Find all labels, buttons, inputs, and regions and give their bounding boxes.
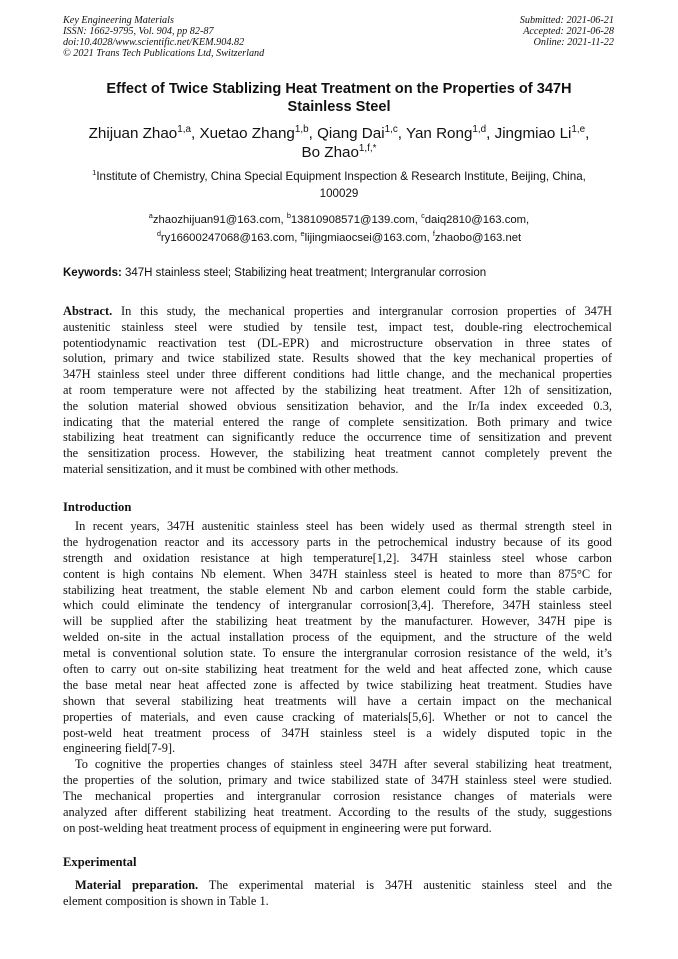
separator: , — [191, 125, 200, 142]
material-preparation — [63, 878, 612, 910]
author-name: Qiang Dai — [317, 125, 385, 142]
text-line — [63, 367, 612, 383]
text-line — [63, 646, 612, 662]
text-line — [63, 710, 612, 726]
text-line — [63, 551, 612, 567]
affiliation-sup: 1 — [92, 168, 97, 178]
email-link[interactable]: 13810908571@139.com, — [290, 214, 422, 226]
separator: , — [308, 125, 318, 142]
author-sup: 1,f,* — [358, 142, 377, 154]
author-sup: 1,d — [472, 123, 487, 135]
line-text: 347H stainless steel under three different conditions had little change, and the mechanical properties — [63, 367, 612, 382]
text-line — [63, 741, 612, 757]
line-text: austenitic stainless steel were studied by tensile test, impact test, double-ring electrochemical — [63, 319, 612, 334]
abstract — [63, 304, 612, 478]
line-text: solution, primary and twice stabilized state. Results showed that the key mechanical properties of — [63, 351, 612, 366]
text-line — [63, 399, 612, 415]
text-line — [63, 383, 612, 399]
author-sup: 1,b — [294, 123, 309, 135]
experimental-heading: Experimental — [63, 855, 137, 869]
line-text: properties of materials, and even cause cracking of materials[5,6]. Whether or not to cancel the — [63, 709, 612, 724]
doi: doi:10.4028/www.scientific.net/KEM.904.82 — [63, 37, 245, 48]
line-text: stabilizing heat treatment can significantly reduce the occurrence time of sensitization and prevent — [63, 430, 612, 445]
keywords-label: Keywords: — [63, 267, 122, 279]
issn-info: ISSN: 1662-9795, Vol. 904, pp 82-87 — [63, 26, 214, 37]
text-line — [63, 757, 612, 773]
line-text: the properties of the solution, primary and twice stabilized state of 347H stainless steel were studied. — [63, 773, 612, 788]
email-link[interactable]: daiq2810@163.com, — [424, 214, 530, 226]
author-name: Zhijuan Zhao — [88, 125, 178, 142]
introduction-heading: Introduction — [63, 500, 132, 514]
author-line — [40, 124, 638, 143]
text-line — [63, 519, 612, 535]
line-text: analyzed after different stabilizing heat treatment. According to the results of the study, suggestions — [63, 805, 612, 820]
text-line — [63, 726, 612, 742]
line-text: strength and oxidation resistance at high temperature[1,2]. 347H stainless steel whose carbon — [63, 550, 612, 565]
text-line — [63, 878, 612, 894]
text-line — [63, 567, 612, 583]
line-text: the sensitization process. However, the stabilizing heat treatment cannot completely prevent the — [63, 446, 612, 461]
line-text: at room temperature were not affected by the stabilizing heat treatment. After 12h of sensitization, — [63, 382, 612, 397]
line-text: shown that several stabilizing heat treatments will have a certain impact on the mechanical — [63, 693, 612, 708]
journal-info — [63, 15, 264, 59]
line-text: stabilizing heat treatment, the stable element Nb and carbon element could form the stable carbide, — [63, 582, 612, 597]
author-name: Xuetao Zhang — [199, 125, 295, 142]
text-line — [63, 598, 612, 614]
author-name: Yan Rong — [405, 125, 473, 142]
text-line — [63, 630, 612, 646]
email-sup: f — [432, 229, 435, 239]
email-link[interactable]: zhaobo@163.net — [434, 232, 522, 244]
author-sup: 1,e — [571, 123, 586, 135]
dates-info — [520, 15, 614, 48]
online-date: Online: 2021-11-22 — [533, 37, 614, 48]
line-text: metal is conventional solution state. To ensure the intergranular corrosion resistance of the weld, it’s — [63, 646, 612, 661]
text-line — [63, 351, 612, 367]
text-line — [63, 535, 612, 551]
title-line: Stainless Steel — [287, 99, 391, 115]
separator: , — [486, 125, 495, 142]
line-text: welded on-site in the actual installation process of the equipment, and the structure of the weld — [63, 630, 612, 645]
paragraph-label: Material preparation. — [75, 878, 199, 892]
line-text: the base metal near heat affected zone is affected by twice stabilizing heat treatment. Studies have — [63, 677, 612, 692]
separator: , — [585, 125, 590, 142]
author-list — [40, 124, 638, 162]
journal-name: Key Engineering Materials — [63, 15, 174, 26]
text-line — [63, 678, 612, 694]
submitted-date: Submitted: 2021-06-21 — [519, 15, 614, 26]
email-sup: a — [148, 211, 153, 221]
paper-title — [40, 80, 638, 116]
line-text: In this study, the mechanical properties and intergranular corrosion properties of 347H — [112, 304, 612, 318]
line-text: element composition is shown in Table 1. — [63, 893, 269, 908]
line-text: post-weld heat treatment process of 347H stainless steel is a widely disputed topic in the — [63, 725, 612, 740]
text-line — [63, 614, 612, 630]
text-line — [63, 430, 612, 446]
text-line — [63, 583, 612, 599]
line-text: To cognitive the properties changes of stainless steel 347H after several stabilizing heat treatment, — [75, 757, 612, 772]
email-link[interactable]: ry16600247068@163.com, — [160, 232, 301, 244]
text-line — [63, 805, 612, 821]
line-text: engineering field[7-9]. — [63, 741, 176, 756]
line-text: material sensitization, and it must be combined with other methods. — [63, 461, 399, 476]
keywords-text: 347H stainless steel; Stabilizing heat treatment; Intergranular corrosion — [121, 267, 487, 279]
copyright: © 2021 Trans Tech Publications Ltd, Switzerland — [63, 48, 265, 59]
line-text: content is high contains Nb element. When 347H stainless steel is heated to more than 875°C for — [63, 566, 612, 581]
line-text: the hydrogenation reactor and its accessory parts in the petrochemical industry because of its good — [63, 534, 612, 549]
email-list — [40, 211, 638, 247]
introduction-body — [63, 519, 612, 837]
line-text: will be supplied after the stabilizing heat treatment by the manufacturer. However, 347H pipe is — [63, 614, 612, 629]
email-link[interactable]: zhaozhijuan91@163.com, — [152, 214, 287, 226]
affiliation-text: Institute of Chemistry, China Special Equipment Inspection & Research Institute, Beijing, China, — [96, 170, 586, 183]
line-text: potentiodynamic reactivation test (DL-EPR) and microstructure observation in three states of — [63, 335, 612, 350]
text-line — [63, 462, 612, 478]
email-sup: e — [300, 229, 305, 239]
affiliation-postcode: 100029 — [319, 187, 359, 200]
affiliation — [40, 168, 638, 202]
text-line — [63, 694, 612, 710]
author-name: Jingmiao Li — [494, 125, 572, 142]
title-line: Effect of Twice Stablizing Heat Treatment on the Properties of 347H — [106, 81, 572, 97]
text-line — [63, 336, 612, 352]
text-line — [63, 894, 612, 910]
text-line — [63, 304, 612, 320]
email-sup: b — [286, 211, 291, 221]
text-line — [63, 821, 612, 837]
line-text: The mechanical properties and intergranular corrosion resistance changes of materials were — [63, 789, 612, 804]
author-line — [40, 143, 638, 162]
separator: , — [397, 125, 406, 142]
author-sup: 1,a — [177, 123, 191, 135]
line-text: which could eliminate the tendency of intergranular corrosion[3,4]. Therefore, 347H stainless steel — [63, 598, 612, 613]
line-text: on post-welding heat treatment process of equipment in engineering were put forward. — [63, 820, 492, 835]
text-line — [63, 320, 612, 336]
email-link[interactable]: lijingmiaocsei@163.com, — [304, 232, 433, 244]
text-line — [63, 662, 612, 678]
paragraph-label: Abstract. — [63, 304, 113, 318]
line-text: the solution material showed obvious sensitization behavior, and the Ir/Ia index exceeded 0.3, — [63, 398, 612, 413]
text-line — [63, 773, 612, 789]
author-sup: 1,c — [384, 123, 398, 135]
line-text: In recent years, 347H austenitic stainless steel has been widely used as thermal strength steel in — [75, 519, 612, 533]
keywords — [63, 267, 486, 279]
line-text: often to carry out on-site stabilizing heat treatment for the weld and heat affected zone, which cause — [63, 662, 612, 677]
line-text: indicating that the material entered the range of complete sensitization. Both primary and twice — [63, 414, 612, 429]
accepted-date: Accepted: 2021-06-28 — [523, 26, 614, 37]
text-line — [63, 446, 612, 462]
text-line — [63, 415, 612, 431]
email-sup: c — [421, 211, 425, 221]
author-name: Bo Zhao — [301, 144, 359, 161]
line-text: The experimental material is 347H austenitic stainless steel and the — [198, 878, 612, 892]
text-line — [63, 789, 612, 805]
email-sup: d — [156, 229, 161, 239]
